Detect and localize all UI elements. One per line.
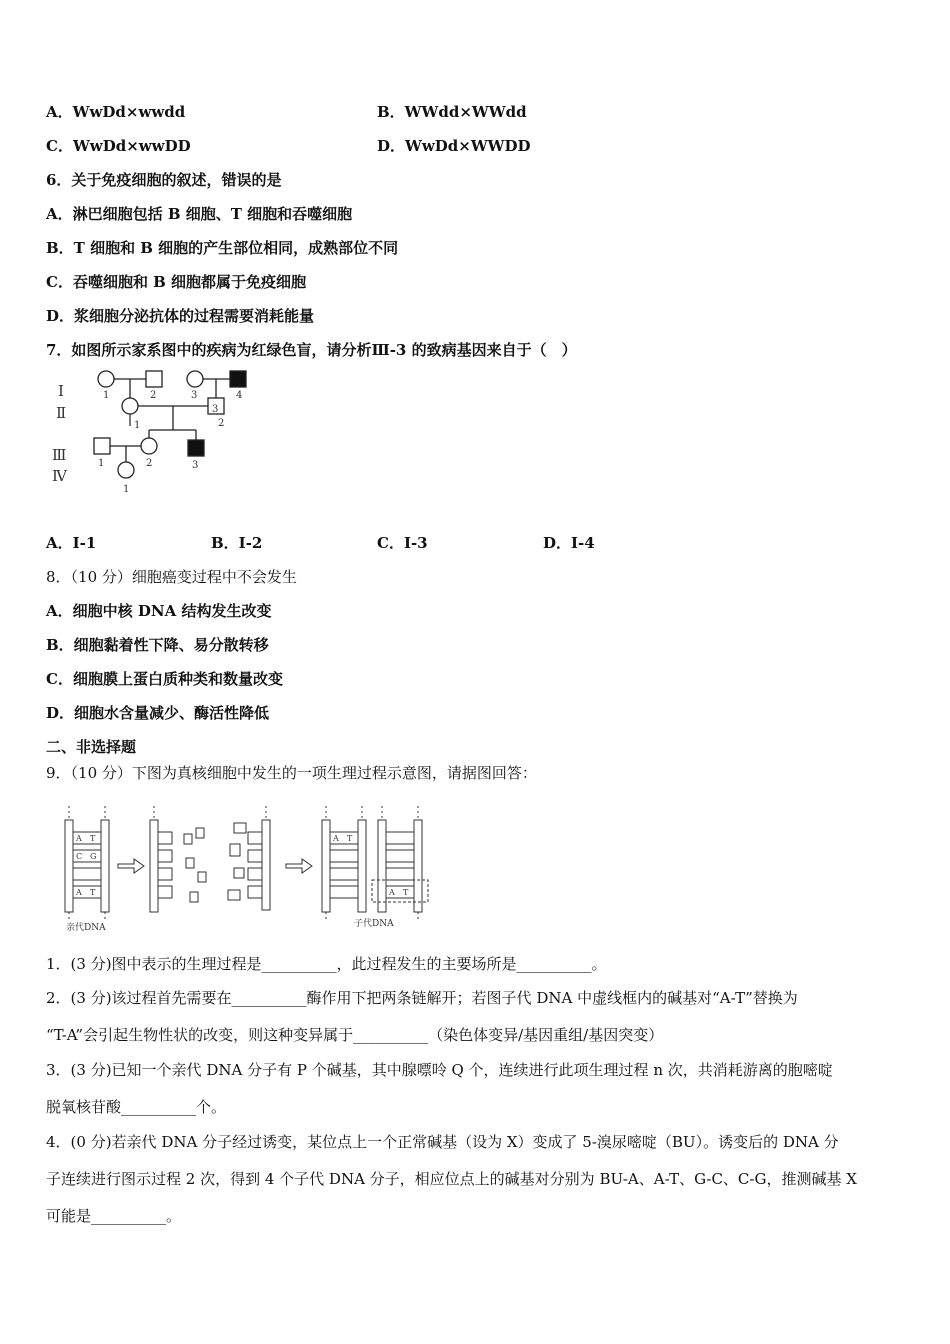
id-label: 1 [98,458,105,469]
base-label: A [389,888,395,897]
q8-option-b: B．细胞黏着性下降、易分散转移 [46,636,269,654]
id-label: 3 [212,404,219,415]
q8-stem: 8．（10 分）细胞癌变过程中不会发生 [46,568,297,586]
base-label: A [76,834,82,843]
base-label: T [403,888,409,897]
q8-option-d: D．细胞水含量减少、酶活性降低 [46,704,270,722]
q5-option-a: A．WwDd×wwdd [46,103,186,121]
q9-subq-3: 3．(3 分)已知一个亲代 DNA 分子有 P 个碱基，其中腺嘌呤 Q 个，连续进行此项生理过程 n 次，共消耗游离的胞嘧啶 [46,1061,833,1079]
q5-option-b: B．WWdd×WWdd [377,103,527,121]
q9-subq-2: 2．(3 分)该过程首先需要在__________酶作用下把两条链解开；若图子代 DNA 中虚线框内的碱基对“A-T”替换为 [46,989,798,1007]
parent-dna-label: 亲代DNA [66,923,106,933]
q9-subq-2-cont: “T-A”会引起生物性状的改变，则这种变异属于__________（染色体变异/基因重组/基因突变） [46,1026,664,1044]
dna-replication-figure [58,798,438,933]
section-title: 二、非选择题 [46,738,137,756]
q8-option-a: A．细胞中核 DNA 结构发生改变 [46,602,272,620]
q8-option-c: C．细胞膜上蛋白质种类和数量改变 [46,670,283,688]
base-label: T [90,834,96,843]
pedigree-chart [46,364,266,504]
q6-option-a: A．淋巴细胞包括 B 细胞、T 细胞和吞噬细胞 [46,205,353,223]
q7-option-c: C．Ⅰ-3 [377,534,428,552]
gen-label-2: Ⅱ [56,404,67,422]
q6-option-d: D．浆细胞分泌抗体的过程需要消耗能量 [46,307,315,325]
base-label: G [90,852,97,861]
q9-subq-4-cont1: 子连续进行图示过程 2 次，得到 4 个子代 DNA 分子，相应位点上的碱基对分别为 BU-A、A-T、G-C、C-G，推测碱基 X [46,1170,857,1188]
id-label: 1 [103,390,110,401]
q7-option-b: B．Ⅰ-2 [211,534,263,552]
base-label: T [347,834,353,843]
q5-option-c: C．WwDd×wwDD [46,137,191,155]
q7-option-d: D．Ⅰ-4 [543,534,595,552]
q6-option-b: B．T 细胞和 B 细胞的产生部位相同，成熟部位不同 [46,239,399,257]
gen-label-1: Ⅰ [58,382,64,400]
q6-stem: 6．关于免疫细胞的叙述，错误的是 [46,171,282,189]
q5-option-d: D．WwDd×WWDD [377,137,531,155]
id-label: 3 [192,460,199,471]
base-label: A [76,888,82,897]
gen-label-4: Ⅳ [52,467,67,485]
q9-subq-1: 1．(3 分)图中表示的生理过程是__________，此过程发生的主要场所是__________。 [46,955,607,973]
id-label: 2 [218,418,225,429]
gen-label-3: Ⅲ [52,446,67,464]
base-label: T [90,888,96,897]
q9-stem: 9．（10 分）下图为真核细胞中发生的一项生理过程示意图，请据图回答： [46,764,537,782]
id-label: 2 [146,458,153,469]
base-label: A [333,834,339,843]
q9-subq-4: 4．(0 分)若亲代 DNA 分子经过诱变，某位点上一个正常碱基（设为 X）变成了 5-溴尿嘧啶（BU）。诱变后的 DNA 分 [46,1133,839,1151]
id-label: 2 [150,390,157,401]
q7-stem: 7．如图所示家系图中的疾病为红绿色盲，请分析Ⅲ-3 的致病基因来自于（ ） [46,341,577,359]
q9-subq-4-cont2: 可能是__________。 [46,1207,182,1225]
id-label: 1 [123,484,130,495]
q6-option-c: C．吞噬细胞和 B 细胞都属于免疫细胞 [46,273,307,291]
q7-option-a: A．Ⅰ-1 [46,534,97,552]
id-label: 3 [191,390,198,401]
child-dna-label: 子代DNA [354,919,394,929]
id-label: 4 [236,390,243,401]
id-label: 1 [134,420,141,431]
base-label: C [76,852,83,861]
q9-subq-3-cont: 脱氧核苷酸__________个。 [46,1098,227,1116]
